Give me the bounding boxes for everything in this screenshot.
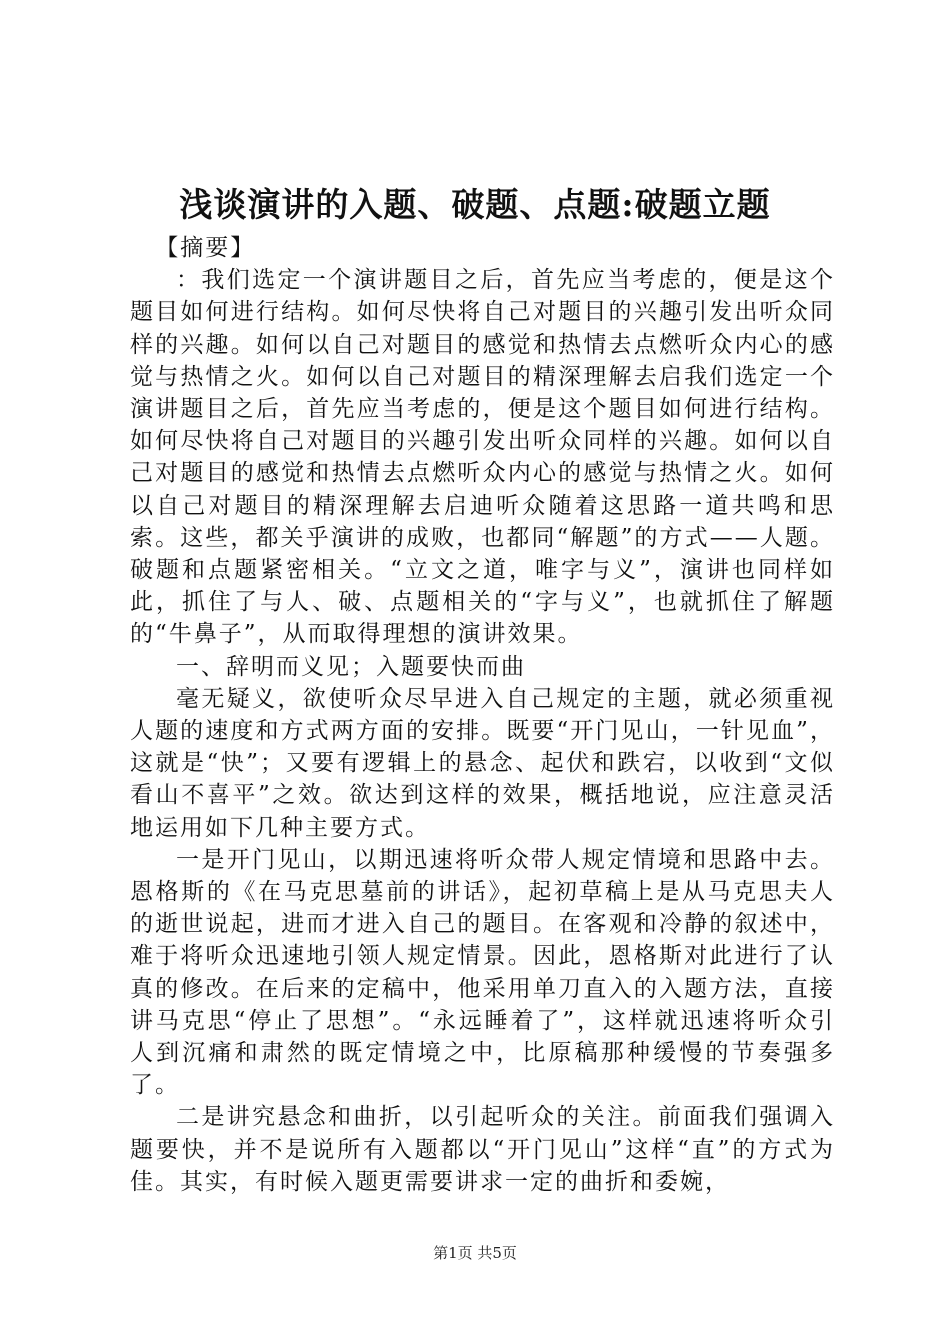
- document-title: 浅谈演讲的入题、破题、点题:破题立题: [179, 185, 771, 224]
- body-paragraph: 一是开门见山，以期迅速将听众带人规定情境和思路中去。恩格斯的《在马克思墓前的讲话》，起初草稿上是从马克思夫人的逝世说起，进而才进入自己的题目。在客观和冷静的叙述中，难于将听众迅速地引领人规定情景。因此，恩格斯对此进行了认真的修改。在后来的定稿中，他采用单刀直入的入题方法，直接讲马克思“停止了思想”。“永远睡着了”，这样就迅速将听众引人到沉痛和肃然的既定情境之中，比原稿那种缓慢的节奏强多了。: [130, 846, 835, 1099]
- document-body: [130, 232, 835, 1198]
- page-number-footer: 第1页 共5页: [433, 1244, 517, 1262]
- abstract-paragraph: ：我们选定一个演讲题目之后，首先应当考虑的，便是这个题目如何进行结构。如何尽快将自己对题目的兴趣引发出听众同样的兴趣。如何以自己对题目的感觉和热情去点燃听众内心的感觉与热情之火。如何以自己对题目的精深理解去启我们选定一个演讲题目之后，首先应当考虑的，便是这个题目如何进行结构。如何尽快将自己对题目的兴趣引发出听众同样的兴趣。如何以自己对题目的感觉和热情去点燃听众内心的感觉与热情之火。如何以自己对题目的精深理解去启迪听众随着这思路一道共鸣和思索。这些，都关乎演讲的成败，也都同“解题”的方式——人题。破题和点题紧密相关。“立文之道，唯字与义”，演讲也同样如此，抓住了与人、破、点题相关的“字与义”，也就抓住了解题的“牛鼻子”，从而取得理想的演讲效果。: [130, 267, 835, 648]
- body-paragraph: 二是讲究悬念和曲折，以引起听众的关注。前面我们强调入题要快，并不是说所有入题都以“开门见山”这样“直”的方式为佳。其实，有时候入题更需要讲求一定的曲折和委婉，: [130, 1104, 835, 1195]
- section-heading: 一、辞明而义见；入题要快而曲: [176, 653, 526, 680]
- body-paragraph: 毫无疑义，欲使听众尽早进入自己规定的主题，就必须重视人题的速度和方式两方面的安排。既要“开门见山，一针见血”，这就是“快”；又要有逻辑上的悬念、起伏和跌宕，以收到“文似看山不喜平”之效。欲达到这样的效果，概括地说，应注意灵活地运用如下几种主要方式。: [130, 685, 835, 841]
- abstract-label: 【摘要】: [155, 235, 256, 261]
